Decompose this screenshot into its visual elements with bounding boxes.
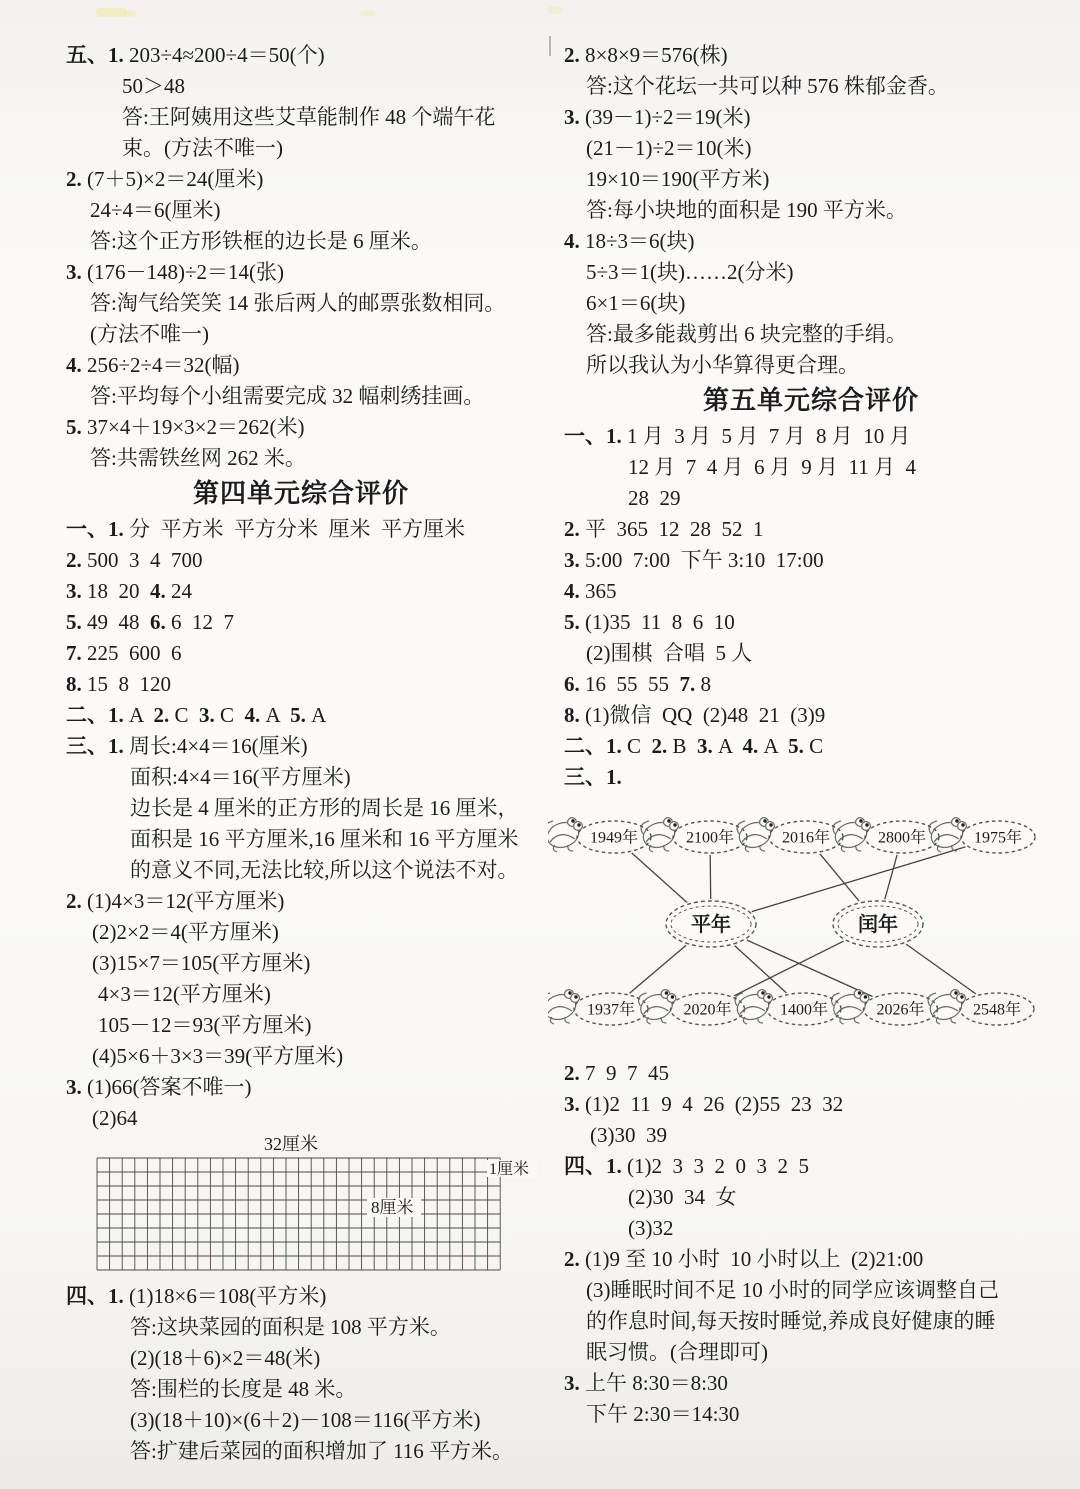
answer-line: 三、1. xyxy=(564,765,622,789)
answer-line: (3)睡眠时间不足 10 小时的同学应该调整自己 xyxy=(586,1278,999,1302)
answer-line: 5. 49 48 6. 6 12 7 xyxy=(66,610,234,634)
answer-line: 答:这块菜园的面积是 108 平方米。 xyxy=(130,1315,451,1339)
answer-line: 5. 37×4＋19×3×2＝262(米) xyxy=(66,415,305,439)
connector-line xyxy=(734,941,844,996)
connector-line xyxy=(735,946,787,993)
answer-line: 4. 256÷2÷4＝32(幅) xyxy=(66,353,240,377)
svg-text:1400年: 1400年 xyxy=(779,1001,829,1019)
frog-icon xyxy=(928,818,966,852)
connector-line xyxy=(906,944,976,994)
svg-text:1949年: 1949年 xyxy=(589,829,639,847)
answer-line: (2)围棋 合唱 5 人 xyxy=(586,641,753,665)
year-bubble xyxy=(673,821,747,853)
answer-line: 8. (1)微信 QQ (2)48 21 (3)9 xyxy=(564,703,826,727)
year-bubble xyxy=(574,993,648,1025)
answer-line: (2)30 34 女 xyxy=(628,1185,737,1209)
svg-text:2100年: 2100年 xyxy=(685,829,735,847)
grid-cell-label: 1厘米 xyxy=(489,1161,530,1178)
frog-icon xyxy=(548,818,582,852)
connector-line xyxy=(747,940,873,996)
answer-line: 答:围栏的长度是 48 米。 xyxy=(130,1377,357,1401)
answer-line: 12 月 7 4 月 6 月 9 月 11 月 4 xyxy=(628,455,916,479)
grid-height-label: 8厘米 xyxy=(371,1198,414,1217)
answer-line: 答:王阿姨用这些艾草能制作 48 个端午花 xyxy=(122,105,496,129)
year-bubble xyxy=(864,993,938,1025)
answer-line: 3. (39－1)÷2＝19(米) xyxy=(564,105,751,129)
answer-line: 2. 500 3 4 700 xyxy=(66,548,203,572)
frog-icon xyxy=(832,818,870,852)
answer-line: 边长是 4 厘米的正方形的周长是 16 厘米， xyxy=(130,796,519,820)
answer-line: 4. 18÷3＝6(块) xyxy=(564,229,695,253)
grid-width-label: 32厘米 xyxy=(264,1134,318,1154)
answer-line: 所以我认为小华算得更合理。 xyxy=(586,353,859,377)
category-bubble xyxy=(666,901,756,947)
answer-line: 四、1. (1)18×6＝108(平方米) xyxy=(66,1284,327,1308)
answer-line: 面积:4×4＝16(平方厘米) xyxy=(130,765,351,789)
answer-line: 答:共需铁丝网 262 米。 xyxy=(90,446,306,470)
answer-line: 下午 2:30＝14:30 xyxy=(586,1402,740,1426)
answer-line: 2. 平 365 12 28 52 1 xyxy=(564,517,764,541)
answer-line: 24÷4＝6(厘米) xyxy=(90,198,221,222)
answer-line: 答:这个正方形铁框的边长是 6 厘米。 xyxy=(90,229,432,253)
answer-line: 的作息时间,每天按时睡觉,养成良好健康的睡 xyxy=(586,1309,996,1333)
answer-line: 答:最多能裁剪出 6 块完整的手绢。 xyxy=(586,322,907,346)
frog-icon xyxy=(734,990,772,1024)
category-bubble xyxy=(833,901,923,947)
svg-text:2548年: 2548年 xyxy=(972,1001,1022,1019)
answer-line: 2. (7＋5)×2＝24(厘米) xyxy=(66,167,264,191)
answer-line: (4)5×6＋3×3＝39(平方厘米) xyxy=(92,1044,344,1068)
answer-line: (2)64 xyxy=(92,1106,138,1130)
svg-text:2016年: 2016年 xyxy=(781,829,831,847)
section-heading: 第四单元综合评价 xyxy=(192,479,409,508)
answer-line: 的意义不同,无法比较,所以这个说法不对。 xyxy=(130,858,519,882)
frog-icon xyxy=(548,990,579,1024)
answer-line: 50＞48 xyxy=(122,74,185,98)
answer-line: 3. (1)66(答案不唯一) xyxy=(66,1075,252,1099)
connector-line xyxy=(752,847,966,912)
answer-line: 五、1. 203÷4≈200÷4＝50(个) xyxy=(66,43,325,67)
answer-line: 答:扩建后菜园的面积增加了 116 平方米。 xyxy=(130,1439,514,1463)
frog-icon xyxy=(736,818,774,852)
answer-line: 6×1＝6(块) xyxy=(586,291,686,315)
match-diagram xyxy=(548,797,1060,1047)
year-bubble xyxy=(767,993,841,1025)
year-bubble xyxy=(961,821,1035,853)
answer-line: 答:淘气给笑笑 14 张后两人的邮票张数相同。 xyxy=(90,291,506,315)
svg-text:平年: 平年 xyxy=(691,914,731,936)
year-bubble xyxy=(865,821,939,853)
answer-line: 2. (1)9 至 10 小时 10 小时以上 (2)21:00 xyxy=(564,1247,924,1271)
answer-line: (2)2×2＝4(平方厘米) xyxy=(92,920,279,944)
answer-line: 5÷3＝1(块)……2(分米) xyxy=(586,260,794,284)
answer-line: 7. 225 600 6 xyxy=(66,641,182,665)
year-bubble xyxy=(577,821,651,853)
answer-line: (2)(18＋6)×2＝48(米) xyxy=(130,1346,321,1370)
svg-text:2026年: 2026年 xyxy=(876,1001,925,1019)
grid-figure xyxy=(95,1134,543,1276)
answer-line: 眠习惯。(合理即可) xyxy=(586,1340,768,1364)
answer-line: 28 29 xyxy=(628,486,681,510)
answer-line: 5. (1)35 11 8 6 10 xyxy=(564,610,735,634)
svg-text:闰年: 闰年 xyxy=(858,914,898,936)
frog-icon xyxy=(638,990,676,1024)
year-bubble xyxy=(960,993,1034,1025)
frog-icon xyxy=(640,818,678,852)
section-heading: 第五单元综合评价 xyxy=(702,386,919,415)
answer-line: 2. 7 9 7 45 xyxy=(564,1061,669,1085)
connector-line xyxy=(820,854,859,901)
frog-icon xyxy=(927,990,965,1024)
svg-text:1937年: 1937年 xyxy=(586,1001,636,1019)
answer-line: 一、1. 1 月 3 月 5 月 7 月 8 月 10 月 xyxy=(564,424,911,448)
answer-line: 2. 8×8×9＝576(株) xyxy=(564,43,728,67)
connector-line xyxy=(710,855,711,899)
answer-line: 三、1. 周长:4×4＝16(厘米) xyxy=(66,734,308,758)
answer-line: 一、1. 分 平方米 平方分米 厘米 平方厘米 xyxy=(66,517,465,541)
answer-line: 答:这个花坛一共可以种 576 株郁金香。 xyxy=(586,74,949,98)
connector-line xyxy=(885,855,897,899)
answer-line: (3)32 xyxy=(628,1216,674,1240)
answer-line: (3)(18＋10)×(6＋2)－108＝116(平方米) xyxy=(130,1408,481,1432)
match-diagram-wrap xyxy=(548,797,1066,1052)
left-column xyxy=(58,0,544,1467)
answer-line: (3)15×7＝105(平方厘米) xyxy=(92,951,311,975)
answer-line: 105－12＝93(平方厘米) xyxy=(98,1013,312,1037)
answer-line: 6. 16 55 55 7. 8 xyxy=(564,672,711,696)
answer-line: (3)30 39 xyxy=(590,1123,667,1147)
svg-text:2800年: 2800年 xyxy=(877,829,927,847)
answer-line: 面积是 16 平方厘米,16 厘米和 16 平方厘米 xyxy=(130,827,519,851)
answer-line: 束。(方法不唯一) xyxy=(122,136,283,160)
svg-text:2020年: 2020年 xyxy=(683,1001,732,1019)
connector-line xyxy=(632,853,687,903)
answer-line: 四、1. (1)2 3 3 2 0 3 2 5 xyxy=(564,1154,809,1178)
year-bubble xyxy=(671,993,745,1025)
answer-line: 2. (1)4×3＝12(平方厘米) xyxy=(66,889,285,913)
answer-line: 3. (1)2 11 9 4 26 (2)55 23 32 xyxy=(564,1092,844,1116)
answer-line: 3. 上午 8:30＝8:30 xyxy=(564,1371,728,1395)
answer-line: 8. 15 8 120 xyxy=(66,672,171,696)
answer-line: (21－1)÷2＝10(米) xyxy=(586,136,752,160)
answer-line: 3. (176－148)÷2＝14(张) xyxy=(66,260,284,284)
right-column xyxy=(556,0,1066,1430)
answer-line: 答:每小块地的面积是 190 平方米。 xyxy=(586,198,907,222)
svg-text:1975年: 1975年 xyxy=(973,829,1023,847)
answer-line: (方法不唯一) xyxy=(90,322,209,346)
frog-icon xyxy=(831,990,869,1024)
answer-line: 4. 365 xyxy=(564,579,617,603)
answer-line: 二、1. C 2. B 3. A 4. A 5. C xyxy=(564,734,824,758)
year-bubble xyxy=(769,821,843,853)
column-divider-mark xyxy=(549,36,551,56)
answer-line: 二、1. A 2. C 3. C 4. A 5. A xyxy=(66,703,327,727)
connector-line xyxy=(630,945,687,993)
answer-line: 19×10＝190(平方米) xyxy=(586,167,770,191)
answer-line: 答:平均每个小组需要完成 32 幅刺绣挂画。 xyxy=(90,384,485,408)
grid-figure-wrap xyxy=(58,1134,544,1281)
answer-line: 4×3＝12(平方厘米) xyxy=(98,982,271,1006)
answer-line: 3. 18 20 4. 24 xyxy=(66,579,192,603)
answer-line: 3. 5:00 7:00 下午 3:10 17:00 xyxy=(564,548,824,572)
